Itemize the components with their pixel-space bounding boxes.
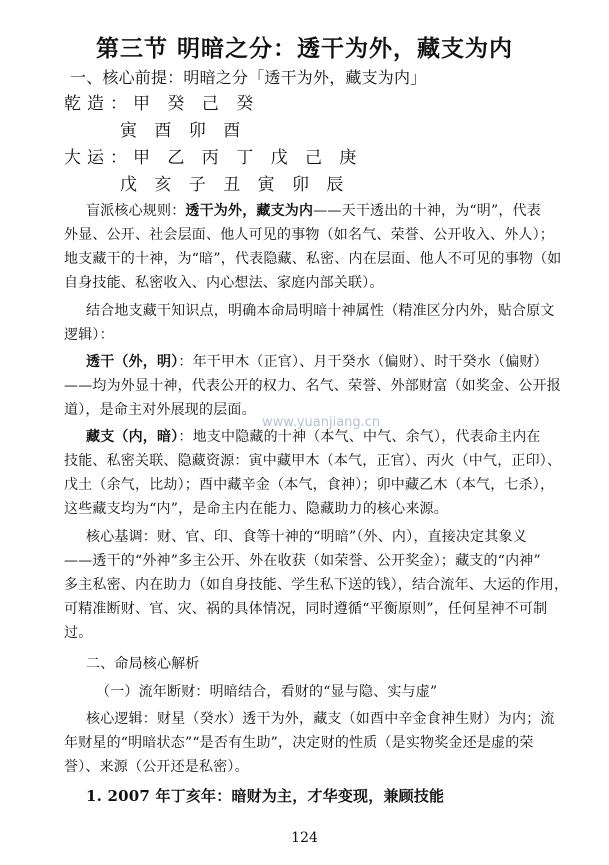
chart-stems: 甲 癸 己 癸 [133, 94, 260, 114]
dayun-stems-row [64, 148, 564, 168]
p1-suffix: ——天干透出的十神，为“明”，代表 [313, 203, 541, 219]
p3-line1 [86, 352, 586, 372]
p6-line1: 核心逻辑：财星（癸水）透干为外，藏支（如酉中辛金食神生财）为内；流 [86, 711, 555, 727]
p5-line4: 可精准断财、官、灾、祸的具体情况，同时遵循“平衡原则”，任何星神不可制 [64, 601, 548, 617]
p6-line3: 誉）、来源（公开还是私密）。 [64, 759, 249, 775]
p4-line3: 戊土（余气，比劫）；酉中藏辛金（本气，食神）；卯中藏乙木（本气，七杀）， [64, 477, 555, 493]
p3-rest: ：年干甲木（正官）、月干癸水（偏财）、时干癸水（偏财） [178, 354, 548, 370]
page-number: 124 [291, 830, 318, 846]
p1-line3: 地支藏干的十神，为“暗”，代表隐藏、私密、内在层面、他人不可见的事物（如 [64, 251, 562, 267]
watermark: www.yuanjiang.cn [262, 415, 381, 430]
p2-line2: 逻辑）： [64, 327, 114, 343]
p4-line4: 这些藏支均为“内”，是命主内在能力、隐藏助力的核心来源。 [64, 501, 448, 517]
p5-line2: ——透干的“外神”多主公开、外在收获（如荣誉、公开奖金）；藏支的“内神” [64, 553, 541, 569]
heading-2007: 1. 2007 年丁亥年：暗财为主，才华变现，兼顾技能 [86, 787, 445, 805]
chart-branches: 寅 酉 卯 酉 [120, 121, 247, 141]
section-title: 第三节 明暗之分：透干为外，藏支为内 [95, 35, 513, 62]
p2-line1: 结合地支藏干知识点，明确本命局明暗十神属性（精准区分内外，贴合原文 [86, 303, 555, 319]
qianzao-label: 乾造： [64, 94, 133, 114]
dayun-label: 大运： [64, 148, 133, 168]
p5-line5: 过。 [64, 625, 93, 641]
heading-core-premise: 一、核心前提：明暗之分「透干为外，藏支为内」 [70, 68, 427, 87]
dayun-branches: 戊 亥 子 丑 寅 卯 辰 [120, 175, 350, 195]
p4-line2: 技能、私密关联、隐藏资源：寅中藏甲木（本气，正官）、丙火（中气，正印）、 [64, 453, 562, 469]
p1-prefix: 盲派核心规则： [86, 203, 186, 219]
p4-rest: ：地支中隐藏的十神（本气、中气、余气），代表命主内在 [178, 429, 541, 445]
p5-line3: 多主私密、内在助力（如自身技能、学生私下送的钱），结合流年、大运的作用， [64, 577, 569, 593]
p1-line2: 外显、公开、社会层面、他人可见的事物（如名气、荣誉、公开收入、外人）； [64, 227, 554, 243]
p5-line1: 核心基调：财、官、印、食等十神的“明暗”（外、内），直接决定其象义 [86, 529, 527, 545]
heading-annual-wealth: （一）流年断财：明暗结合，看财的“显与隐、实与虚” [96, 684, 438, 700]
heading-chart-analysis: 二、命局核心解析 [86, 656, 200, 672]
p4-bold: 藏支（内，暗） [86, 429, 179, 445]
p3-line3: 道），是命主对外展现的层面。 [64, 402, 256, 418]
p4-line1 [86, 427, 586, 447]
p1-line4: 自身技能、私密收入、内心想法、家庭内部关联）。 [64, 275, 384, 291]
p1-line1 [86, 201, 586, 221]
p6-line2: 年财星的“明暗状态”“是否有生助”，决定财的性质（是实物奖金还是虚的荣 [64, 735, 534, 751]
p3-line2: ——均为外显十神，代表公开的权力、名气、荣誉、外部财富（如奖金、公开报 [64, 378, 561, 394]
dayun-stems: 甲 乙 丙 丁 戊 己 庚 [133, 148, 363, 168]
p3-bold: 透干（外，明） [86, 354, 179, 370]
p1-rule-bold: 透干为外，藏支为内 [185, 203, 314, 219]
chart-stems-row [64, 94, 564, 114]
